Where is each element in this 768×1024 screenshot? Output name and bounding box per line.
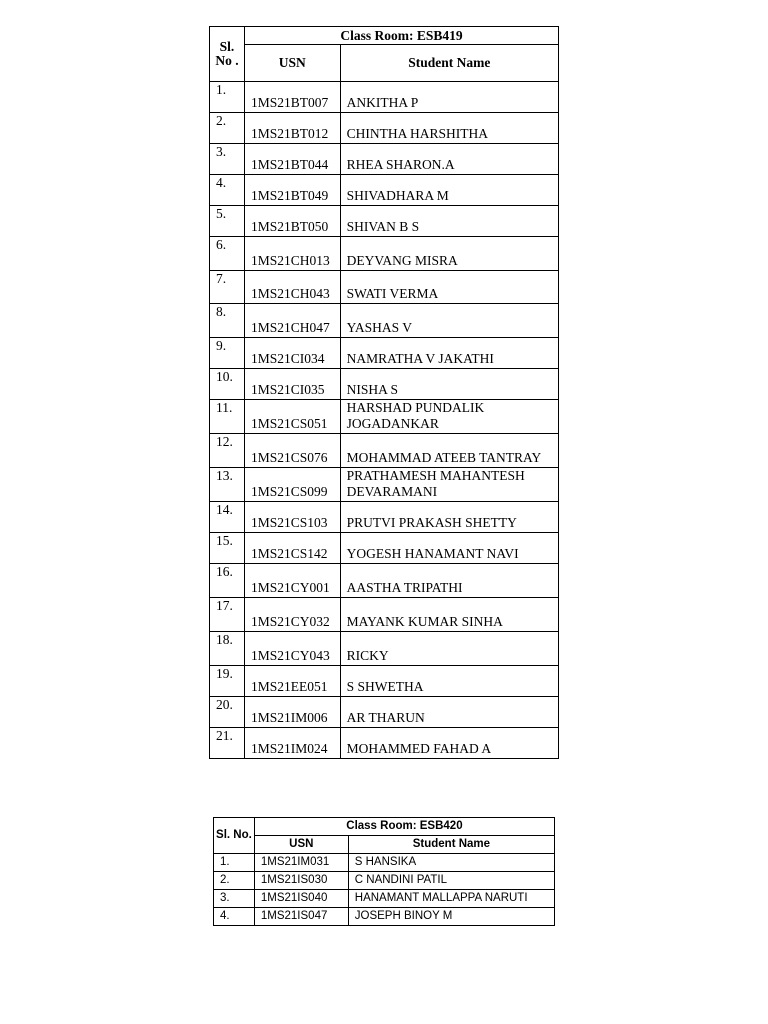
student-name-cell: PRUTVI PRAKASH SHETTY [340, 502, 558, 533]
student-name-cell: YASHAS V [340, 304, 558, 338]
student-name-cell: RICKY [340, 632, 558, 666]
sl-no-cell: 1. [210, 82, 245, 113]
student-name-cell: ANKITHA P [340, 82, 558, 113]
usn-cell: 1MS21EE051 [244, 666, 340, 697]
sl-no-header: Sl. No . [210, 27, 245, 82]
sl-no-cell: 14. [210, 502, 245, 533]
sl-no-cell: 2. [210, 113, 245, 144]
student-name-cell: AASTHA TRIPATHI [340, 564, 558, 598]
sl-no-cell: 1. [214, 854, 255, 872]
table-row [210, 304, 559, 338]
student-name-header: Student Name [348, 836, 554, 854]
sl-no-cell: 4. [210, 175, 245, 206]
table-row [210, 369, 559, 400]
sl-no-cell: 19. [210, 666, 245, 697]
sl-no-header: Sl. No. [214, 818, 255, 854]
table-row [210, 400, 559, 434]
table-row [210, 206, 559, 237]
table-row [210, 434, 559, 468]
student-name-cell: SHIVAN B S [340, 206, 558, 237]
student-name-cell: NAMRATHA V JAKATHI [340, 338, 558, 369]
sl-no-cell: 12. [210, 434, 245, 468]
sl-no-cell: 7. [210, 271, 245, 304]
room-esb420-table [213, 817, 555, 926]
table-row [210, 632, 559, 666]
usn-cell: 1MS21CS076 [244, 434, 340, 468]
sl-no-cell: 21. [210, 728, 245, 759]
table-row [210, 113, 559, 144]
table-row [210, 144, 559, 175]
sl-no-cell: 16. [210, 564, 245, 598]
usn-cell: 1MS21IS047 [254, 908, 348, 926]
student-name-cell: MAYANK KUMAR SINHA [340, 598, 558, 632]
table-row [210, 533, 559, 564]
table-row [210, 237, 559, 271]
usn-cell: 1MS21CY001 [244, 564, 340, 598]
sl-no-cell: 18. [210, 632, 245, 666]
table-row [210, 468, 559, 502]
student-name-cell: JOSEPH BINOY M [348, 908, 554, 926]
student-name-cell: MOHAMMAD ATEEB TANTRAY [340, 434, 558, 468]
table-row [210, 338, 559, 369]
sl-no-cell: 6. [210, 237, 245, 271]
student-name-cell: C NANDINI PATIL [348, 872, 554, 890]
student-name-cell: RHEA SHARON.A [340, 144, 558, 175]
table-row [214, 872, 555, 890]
sl-no-cell: 17. [210, 598, 245, 632]
student-name-cell: S HANSIKA [348, 854, 554, 872]
sl-no-cell: 2. [214, 872, 255, 890]
sl-no-cell: 8. [210, 304, 245, 338]
sl-no-cell: 11. [210, 400, 245, 434]
usn-cell: 1MS21BT007 [244, 82, 340, 113]
usn-cell: 1MS21IS040 [254, 890, 348, 908]
usn-cell: 1MS21CH013 [244, 237, 340, 271]
usn-cell: 1MS21IM031 [254, 854, 348, 872]
usn-cell: 1MS21CY043 [244, 632, 340, 666]
table-row [210, 175, 559, 206]
sl-no-cell: 15. [210, 533, 245, 564]
table-row [214, 854, 555, 872]
usn-cell: 1MS21IM006 [244, 697, 340, 728]
sl-no-cell: 13. [210, 468, 245, 502]
sl-no-cell: 10. [210, 369, 245, 400]
classroom-title: Class Room: ESB420 [254, 818, 554, 836]
usn-cell: 1MS21CH047 [244, 304, 340, 338]
usn-cell: 1MS21CY032 [244, 598, 340, 632]
usn-cell: 1MS21IM024 [244, 728, 340, 759]
student-list [214, 854, 555, 926]
table-row [210, 82, 559, 113]
usn-cell: 1MS21CS103 [244, 502, 340, 533]
student-name-cell: NISHA S [340, 369, 558, 400]
student-name-cell: HARSHAD PUNDALIK JOGADANKAR [340, 400, 558, 434]
usn-cell: 1MS21CS099 [244, 468, 340, 502]
student-name-cell: YOGESH HANAMANT NAVI [340, 533, 558, 564]
table-row [210, 564, 559, 598]
sl-no-cell: 4. [214, 908, 255, 926]
student-name-header: Student Name [340, 45, 558, 82]
usn-cell: 1MS21CI035 [244, 369, 340, 400]
table-row [214, 908, 555, 926]
student-name-cell: CHINTHA HARSHITHA [340, 113, 558, 144]
usn-header: USN [244, 45, 340, 82]
table-row [214, 890, 555, 908]
usn-cell: 1MS21BT050 [244, 206, 340, 237]
student-name-cell: AR THARUN [340, 697, 558, 728]
usn-cell: 1MS21BT049 [244, 175, 340, 206]
student-list [210, 82, 559, 759]
table-row [210, 502, 559, 533]
table-row [210, 598, 559, 632]
usn-cell: 1MS21BT044 [244, 144, 340, 175]
student-name-cell: SHIVADHARA M [340, 175, 558, 206]
room-esb419-table [209, 26, 559, 759]
student-name-cell: DEYVANG MISRA [340, 237, 558, 271]
table-row [210, 697, 559, 728]
usn-cell: 1MS21CH043 [244, 271, 340, 304]
student-name-cell: HANAMANT MALLAPPA NARUTI [348, 890, 554, 908]
usn-cell: 1MS21IS030 [254, 872, 348, 890]
usn-cell: 1MS21CS051 [244, 400, 340, 434]
student-name-cell: PRATHAMESH MAHANTESH DEVARAMANI [340, 468, 558, 502]
table-row [210, 666, 559, 697]
usn-cell: 1MS21BT012 [244, 113, 340, 144]
table-row [210, 728, 559, 759]
sl-no-cell: 20. [210, 697, 245, 728]
usn-header: USN [254, 836, 348, 854]
sl-no-cell: 3. [210, 144, 245, 175]
classroom-title: Class Room: ESB419 [244, 27, 558, 45]
table-row [210, 271, 559, 304]
usn-cell: 1MS21CI034 [244, 338, 340, 369]
student-name-cell: SWATI VERMA [340, 271, 558, 304]
student-name-cell: MOHAMMED FAHAD A [340, 728, 558, 759]
sl-no-cell: 5. [210, 206, 245, 237]
sl-no-cell: 9. [210, 338, 245, 369]
student-name-cell: S SHWETHA [340, 666, 558, 697]
sl-no-cell: 3. [214, 890, 255, 908]
usn-cell: 1MS21CS142 [244, 533, 340, 564]
